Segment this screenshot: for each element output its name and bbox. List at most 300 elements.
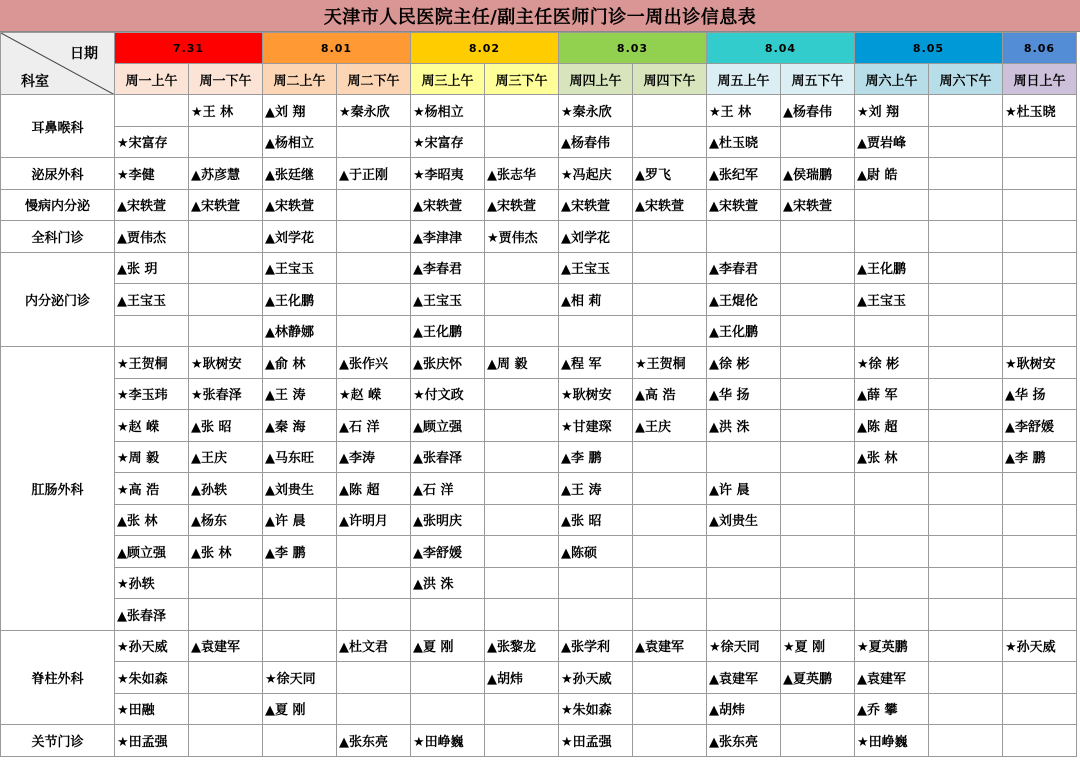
doctor-cell: ▲顾立强 bbox=[411, 410, 485, 442]
doctor-cell: ★王 林 bbox=[707, 95, 781, 127]
doctor-cell bbox=[855, 315, 929, 347]
doctor-cell: ★夏英鹏 bbox=[855, 630, 929, 662]
doctor-cell bbox=[633, 95, 707, 127]
doctor-cell: ▲王化鹏 bbox=[707, 315, 781, 347]
doctor-cell bbox=[485, 410, 559, 442]
table-row bbox=[1, 95, 1077, 127]
doctor-cell: ▲夏 刚 bbox=[263, 693, 337, 725]
doctor-cell bbox=[337, 126, 411, 158]
doctor-cell: ★李玉玮 bbox=[115, 378, 189, 410]
doctor-cell: ▲秦 海 bbox=[263, 410, 337, 442]
table-row bbox=[1, 693, 1077, 725]
doctor-cell: ▲杜玉晓 bbox=[707, 126, 781, 158]
doctor-cell bbox=[929, 126, 1003, 158]
day-session-header: 周一上午 bbox=[115, 64, 189, 95]
doctor-cell: ▲宋轶萱 bbox=[707, 189, 781, 221]
doctor-cell: ▲洪 洙 bbox=[707, 410, 781, 442]
doctor-cell: ▲宋轶萱 bbox=[485, 189, 559, 221]
doctor-cell bbox=[559, 599, 633, 631]
doctor-cell: ▲张志华 bbox=[485, 158, 559, 190]
doctor-cell bbox=[1003, 504, 1077, 536]
doctor-cell bbox=[929, 284, 1003, 316]
doctor-cell bbox=[781, 536, 855, 568]
doctor-cell bbox=[485, 536, 559, 568]
doctor-cell: ▲王化鹏 bbox=[411, 315, 485, 347]
doctor-cell: ▲苏彦慧 bbox=[189, 158, 263, 190]
table-row bbox=[1, 284, 1077, 316]
doctor-cell: ▲夏 刚 bbox=[411, 630, 485, 662]
doctor-cell bbox=[855, 473, 929, 505]
doctor-cell bbox=[189, 662, 263, 694]
schedule-body bbox=[1, 95, 1077, 757]
doctor-cell: ▲王宝玉 bbox=[263, 252, 337, 284]
doctor-cell: ★周 毅 bbox=[115, 441, 189, 473]
doctor-cell: ★耿树安 bbox=[559, 378, 633, 410]
schedule-table bbox=[0, 32, 1077, 757]
doctor-cell: ▲王庆 bbox=[189, 441, 263, 473]
day-session-header: 周日上午 bbox=[1003, 64, 1077, 95]
doctor-cell: ▲王宝玉 bbox=[411, 284, 485, 316]
sheet-title: 天津市人民医院主任/副主任医师门诊一周出诊信息表 bbox=[0, 0, 1080, 32]
doctor-cell bbox=[189, 315, 263, 347]
doctor-cell: ▲张庆怀 bbox=[411, 347, 485, 379]
doctor-cell: ★冯起庆 bbox=[559, 158, 633, 190]
doctor-cell bbox=[707, 567, 781, 599]
doctor-cell: ▲杨春伟 bbox=[559, 126, 633, 158]
doctor-cell: ▲石 洋 bbox=[337, 410, 411, 442]
doctor-cell bbox=[1003, 284, 1077, 316]
doctor-cell bbox=[781, 347, 855, 379]
doctor-cell bbox=[707, 221, 781, 253]
doctor-cell bbox=[337, 693, 411, 725]
table-row bbox=[1, 315, 1077, 347]
doctor-cell: ▲张 昭 bbox=[189, 410, 263, 442]
doctor-cell bbox=[263, 567, 337, 599]
table-row bbox=[1, 630, 1077, 662]
department-name: 慢病内分泌 bbox=[1, 189, 115, 221]
doctor-cell bbox=[855, 221, 929, 253]
doctor-cell: ▲胡炜 bbox=[485, 662, 559, 694]
doctor-cell: ▲贾岩峰 bbox=[855, 126, 929, 158]
table-row bbox=[1, 347, 1077, 379]
doctor-cell: ★赵 嵘 bbox=[337, 378, 411, 410]
doctor-cell: ▲袁建军 bbox=[707, 662, 781, 694]
doctor-cell bbox=[781, 567, 855, 599]
doctor-cell bbox=[929, 599, 1003, 631]
doctor-cell: ▲张 玥 bbox=[115, 252, 189, 284]
doctor-cell bbox=[1003, 725, 1077, 757]
doctor-cell: ★朱如森 bbox=[115, 662, 189, 694]
doctor-cell bbox=[485, 599, 559, 631]
doctor-cell bbox=[189, 725, 263, 757]
day-session-header: 周三上午 bbox=[411, 64, 485, 95]
doctor-cell: ▲洪 洙 bbox=[411, 567, 485, 599]
doctor-cell bbox=[929, 95, 1003, 127]
doctor-cell: ▲张东亮 bbox=[337, 725, 411, 757]
doctor-cell: ★秦永欣 bbox=[337, 95, 411, 127]
doctor-cell bbox=[485, 284, 559, 316]
corner-header bbox=[1, 33, 115, 95]
doctor-cell bbox=[633, 221, 707, 253]
doctor-cell: ▲周 毅 bbox=[485, 347, 559, 379]
department-name: 耳鼻喉科 bbox=[1, 95, 115, 158]
table-row bbox=[1, 536, 1077, 568]
doctor-cell bbox=[337, 189, 411, 221]
doctor-cell bbox=[189, 284, 263, 316]
doctor-cell bbox=[1003, 252, 1077, 284]
department-name: 泌尿外科 bbox=[1, 158, 115, 190]
doctor-cell bbox=[929, 725, 1003, 757]
doctor-cell: ▲张明庆 bbox=[411, 504, 485, 536]
doctor-cell bbox=[263, 599, 337, 631]
department-name: 关节门诊 bbox=[1, 725, 115, 757]
doctor-cell bbox=[855, 599, 929, 631]
doctor-cell bbox=[855, 504, 929, 536]
doctor-cell: ▲宋轶萱 bbox=[559, 189, 633, 221]
department-name: 脊柱外科 bbox=[1, 630, 115, 725]
doctor-cell bbox=[855, 536, 929, 568]
doctor-cell: ▲李舒媛 bbox=[1003, 410, 1077, 442]
doctor-cell bbox=[633, 252, 707, 284]
doctor-cell: ★孙轶 bbox=[115, 567, 189, 599]
doctor-cell: ▲杨相立 bbox=[263, 126, 337, 158]
doctor-cell: ▲夏英鹏 bbox=[781, 662, 855, 694]
table-row bbox=[1, 221, 1077, 253]
doctor-cell: ▲罗飞 bbox=[633, 158, 707, 190]
doctor-cell bbox=[781, 473, 855, 505]
doctor-cell bbox=[781, 252, 855, 284]
doctor-cell: ▲宋轶萱 bbox=[633, 189, 707, 221]
doctor-cell bbox=[411, 693, 485, 725]
doctor-cell: ▲刘学花 bbox=[263, 221, 337, 253]
day-session-header: 周一下午 bbox=[189, 64, 263, 95]
doctor-cell: ▲张 林 bbox=[189, 536, 263, 568]
date-header: 7.31 bbox=[115, 33, 263, 64]
doctor-cell: ▲宋轶萱 bbox=[189, 189, 263, 221]
doctor-cell bbox=[411, 662, 485, 694]
department-name: 全科门诊 bbox=[1, 221, 115, 253]
doctor-cell: ★田融 bbox=[115, 693, 189, 725]
day-session-header: 周三下午 bbox=[485, 64, 559, 95]
doctor-cell: ★张春泽 bbox=[189, 378, 263, 410]
doctor-cell: ▲孙轶 bbox=[189, 473, 263, 505]
doctor-cell bbox=[929, 693, 1003, 725]
date-axis-label: 日期 bbox=[70, 46, 98, 62]
doctor-cell: ★田孟强 bbox=[559, 725, 633, 757]
doctor-cell: ▲王宝玉 bbox=[559, 252, 633, 284]
doctor-cell bbox=[781, 410, 855, 442]
doctor-cell bbox=[633, 536, 707, 568]
doctor-cell bbox=[929, 567, 1003, 599]
doctor-cell bbox=[485, 378, 559, 410]
doctor-cell bbox=[485, 473, 559, 505]
doctor-cell: ▲华 扬 bbox=[1003, 378, 1077, 410]
date-header: 8.05 bbox=[855, 33, 1003, 64]
doctor-cell: ▲袁建军 bbox=[855, 662, 929, 694]
doctor-cell: ▲张黎龙 bbox=[485, 630, 559, 662]
department-name: 肛肠外科 bbox=[1, 347, 115, 631]
doctor-cell: ▲刘贵生 bbox=[707, 504, 781, 536]
doctor-cell: ▲张纪军 bbox=[707, 158, 781, 190]
doctor-cell bbox=[1003, 473, 1077, 505]
doctor-cell bbox=[559, 315, 633, 347]
doctor-cell bbox=[485, 693, 559, 725]
table-row bbox=[1, 126, 1077, 158]
doctor-cell bbox=[485, 126, 559, 158]
doctor-cell: ▲张作兴 bbox=[337, 347, 411, 379]
doctor-cell bbox=[485, 725, 559, 757]
doctor-cell: ▲李涛 bbox=[337, 441, 411, 473]
doctor-cell: ★孙天威 bbox=[559, 662, 633, 694]
doctor-cell: ▲王化鹏 bbox=[855, 252, 929, 284]
doctor-cell: ★孙天威 bbox=[1003, 630, 1077, 662]
doctor-cell: ★王贺桐 bbox=[633, 347, 707, 379]
table-row bbox=[1, 252, 1077, 284]
department-name: 内分泌门诊 bbox=[1, 252, 115, 347]
doctor-cell bbox=[929, 189, 1003, 221]
doctor-cell: ▲王庆 bbox=[633, 410, 707, 442]
doctor-cell bbox=[337, 599, 411, 631]
doctor-cell: ▲王焜伦 bbox=[707, 284, 781, 316]
day-header-row bbox=[1, 64, 1077, 95]
doctor-cell bbox=[781, 126, 855, 158]
day-session-header: 周二上午 bbox=[263, 64, 337, 95]
doctor-cell bbox=[337, 221, 411, 253]
doctor-cell: ▲王 涛 bbox=[559, 473, 633, 505]
date-header: 8.02 bbox=[411, 33, 559, 64]
doctor-cell: ▲张春泽 bbox=[411, 441, 485, 473]
doctor-cell bbox=[633, 284, 707, 316]
doctor-cell: ▲陈 超 bbox=[855, 410, 929, 442]
doctor-cell: ▲刘 翔 bbox=[263, 95, 337, 127]
doctor-cell: ★杜玉晓 bbox=[1003, 95, 1077, 127]
doctor-cell: ▲许 晨 bbox=[263, 504, 337, 536]
doctor-cell bbox=[1003, 221, 1077, 253]
doctor-cell bbox=[633, 725, 707, 757]
doctor-cell bbox=[1003, 315, 1077, 347]
doctor-cell: ▲张东亮 bbox=[707, 725, 781, 757]
table-row bbox=[1, 158, 1077, 190]
doctor-cell bbox=[633, 504, 707, 536]
doctor-cell: ▲李春君 bbox=[411, 252, 485, 284]
doctor-cell: ▲贾伟杰 bbox=[115, 221, 189, 253]
doctor-cell bbox=[929, 504, 1003, 536]
doctor-cell bbox=[1003, 693, 1077, 725]
doctor-cell bbox=[189, 252, 263, 284]
doctor-cell: ▲相 莉 bbox=[559, 284, 633, 316]
doctor-cell: ★耿树安 bbox=[1003, 347, 1077, 379]
doctor-cell: ▲宋轶萱 bbox=[411, 189, 485, 221]
doctor-cell: ▲顾立强 bbox=[115, 536, 189, 568]
doctor-cell bbox=[189, 126, 263, 158]
doctor-cell: ★李健 bbox=[115, 158, 189, 190]
doctor-cell bbox=[337, 252, 411, 284]
doctor-cell: ★朱如森 bbox=[559, 693, 633, 725]
date-header: 8.04 bbox=[707, 33, 855, 64]
doctor-cell: ▲徐 彬 bbox=[707, 347, 781, 379]
doctor-cell bbox=[485, 567, 559, 599]
doctor-cell: ▲华 扬 bbox=[707, 378, 781, 410]
doctor-cell: ★王贺桐 bbox=[115, 347, 189, 379]
doctor-cell: ▲李 鹏 bbox=[559, 441, 633, 473]
day-session-header: 周二下午 bbox=[337, 64, 411, 95]
doctor-cell: ★高 浩 bbox=[115, 473, 189, 505]
date-header: 8.03 bbox=[559, 33, 707, 64]
doctor-cell: ★夏 刚 bbox=[781, 630, 855, 662]
doctor-cell bbox=[929, 252, 1003, 284]
doctor-cell bbox=[559, 567, 633, 599]
day-session-header: 周五下午 bbox=[781, 64, 855, 95]
table-row bbox=[1, 378, 1077, 410]
department-axis-label: 科室 bbox=[21, 74, 49, 90]
doctor-cell: ★田孟强 bbox=[115, 725, 189, 757]
doctor-cell bbox=[263, 630, 337, 662]
doctor-cell: ▲尉 皓 bbox=[855, 158, 929, 190]
doctor-cell bbox=[1003, 536, 1077, 568]
doctor-cell bbox=[189, 693, 263, 725]
doctor-cell bbox=[855, 567, 929, 599]
doctor-cell: ★徐天同 bbox=[707, 630, 781, 662]
doctor-cell bbox=[633, 567, 707, 599]
doctor-cell: ▲薛 军 bbox=[855, 378, 929, 410]
date-header: 8.01 bbox=[263, 33, 411, 64]
doctor-cell: ▲王宝玉 bbox=[115, 284, 189, 316]
doctor-cell bbox=[781, 441, 855, 473]
doctor-cell bbox=[337, 315, 411, 347]
doctor-cell: ▲高 浩 bbox=[633, 378, 707, 410]
doctor-cell bbox=[781, 221, 855, 253]
doctor-cell bbox=[707, 536, 781, 568]
doctor-cell bbox=[485, 252, 559, 284]
doctor-cell bbox=[929, 441, 1003, 473]
doctor-cell bbox=[929, 378, 1003, 410]
doctor-cell: ▲张廷继 bbox=[263, 158, 337, 190]
doctor-cell bbox=[633, 315, 707, 347]
doctor-cell bbox=[855, 189, 929, 221]
doctor-cell: ▲王宝玉 bbox=[855, 284, 929, 316]
doctor-cell bbox=[1003, 662, 1077, 694]
doctor-cell: ▲林静娜 bbox=[263, 315, 337, 347]
doctor-cell: ▲陈 超 bbox=[337, 473, 411, 505]
doctor-cell bbox=[189, 599, 263, 631]
table-row bbox=[1, 567, 1077, 599]
doctor-cell bbox=[781, 725, 855, 757]
doctor-cell: ★李昭夷 bbox=[411, 158, 485, 190]
doctor-cell: ▲张学利 bbox=[559, 630, 633, 662]
doctor-cell: ★徐天同 bbox=[263, 662, 337, 694]
doctor-cell: ▲杨东 bbox=[189, 504, 263, 536]
doctor-cell: ▲侯瑞鹏 bbox=[781, 158, 855, 190]
doctor-cell bbox=[485, 441, 559, 473]
doctor-cell: ▲石 洋 bbox=[411, 473, 485, 505]
doctor-cell: ▲张 林 bbox=[855, 441, 929, 473]
doctor-cell: ★杨相立 bbox=[411, 95, 485, 127]
doctor-cell: ▲杨春伟 bbox=[781, 95, 855, 127]
doctor-cell: ▲乔 攀 bbox=[855, 693, 929, 725]
doctor-cell: ▲张 林 bbox=[115, 504, 189, 536]
day-session-header: 周四下午 bbox=[633, 64, 707, 95]
doctor-cell: ★刘 翔 bbox=[855, 95, 929, 127]
doctor-cell: ★王 林 bbox=[189, 95, 263, 127]
day-session-header: 周五上午 bbox=[707, 64, 781, 95]
doctor-cell bbox=[633, 441, 707, 473]
doctor-cell bbox=[1003, 189, 1077, 221]
doctor-cell bbox=[929, 630, 1003, 662]
table-row bbox=[1, 662, 1077, 694]
doctor-cell: ▲杜文君 bbox=[337, 630, 411, 662]
doctor-cell bbox=[707, 441, 781, 473]
doctor-cell bbox=[115, 95, 189, 127]
doctor-cell: ▲胡炜 bbox=[707, 693, 781, 725]
doctor-cell bbox=[485, 315, 559, 347]
doctor-cell: ▲张 昭 bbox=[559, 504, 633, 536]
doctor-cell: ★付文政 bbox=[411, 378, 485, 410]
doctor-cell: ▲刘学花 bbox=[559, 221, 633, 253]
table-row bbox=[1, 504, 1077, 536]
doctor-cell bbox=[929, 347, 1003, 379]
doctor-cell bbox=[337, 662, 411, 694]
doctor-cell: ▲宋轶萱 bbox=[781, 189, 855, 221]
doctor-cell: ▲许明月 bbox=[337, 504, 411, 536]
doctor-cell: ▲李春君 bbox=[707, 252, 781, 284]
doctor-cell: ★耿树安 bbox=[189, 347, 263, 379]
doctor-cell: ▲王 涛 bbox=[263, 378, 337, 410]
doctor-cell: ★田峥巍 bbox=[855, 725, 929, 757]
doctor-cell: ▲宋轶萱 bbox=[263, 189, 337, 221]
table-row bbox=[1, 441, 1077, 473]
doctor-cell: ▲刘贵生 bbox=[263, 473, 337, 505]
doctor-cell: ★宋富存 bbox=[411, 126, 485, 158]
doctor-cell: ★赵 嵘 bbox=[115, 410, 189, 442]
table-row bbox=[1, 189, 1077, 221]
doctor-cell bbox=[633, 662, 707, 694]
table-row bbox=[1, 473, 1077, 505]
doctor-cell bbox=[485, 95, 559, 127]
doctor-cell: ▲李 鹏 bbox=[1003, 441, 1077, 473]
doctor-cell bbox=[337, 536, 411, 568]
doctor-cell: ▲陈硕 bbox=[559, 536, 633, 568]
doctor-cell: ★徐 彬 bbox=[855, 347, 929, 379]
doctor-cell bbox=[1003, 158, 1077, 190]
doctor-cell bbox=[781, 315, 855, 347]
doctor-cell bbox=[781, 378, 855, 410]
doctor-cell bbox=[1003, 126, 1077, 158]
doctor-cell bbox=[1003, 599, 1077, 631]
doctor-cell bbox=[929, 662, 1003, 694]
day-session-header: 周六上午 bbox=[855, 64, 929, 95]
doctor-cell: ▲宋轶萱 bbox=[115, 189, 189, 221]
day-session-header: 周四上午 bbox=[559, 64, 633, 95]
doctor-cell bbox=[781, 693, 855, 725]
doctor-cell: ▲许 晨 bbox=[707, 473, 781, 505]
doctor-cell bbox=[929, 410, 1003, 442]
doctor-cell bbox=[929, 315, 1003, 347]
doctor-cell: ▲李津津 bbox=[411, 221, 485, 253]
doctor-cell bbox=[263, 725, 337, 757]
doctor-cell: ▲张春泽 bbox=[115, 599, 189, 631]
doctor-cell bbox=[189, 221, 263, 253]
doctor-cell: ★秦永欣 bbox=[559, 95, 633, 127]
date-header-row bbox=[1, 33, 1077, 64]
doctor-cell: ▲李 鹏 bbox=[263, 536, 337, 568]
doctor-cell: ▲程 军 bbox=[559, 347, 633, 379]
doctor-cell bbox=[633, 473, 707, 505]
doctor-cell: ▲俞 林 bbox=[263, 347, 337, 379]
doctor-cell bbox=[337, 284, 411, 316]
doctor-cell: ▲袁建军 bbox=[633, 630, 707, 662]
doctor-cell bbox=[781, 599, 855, 631]
doctor-cell bbox=[485, 504, 559, 536]
